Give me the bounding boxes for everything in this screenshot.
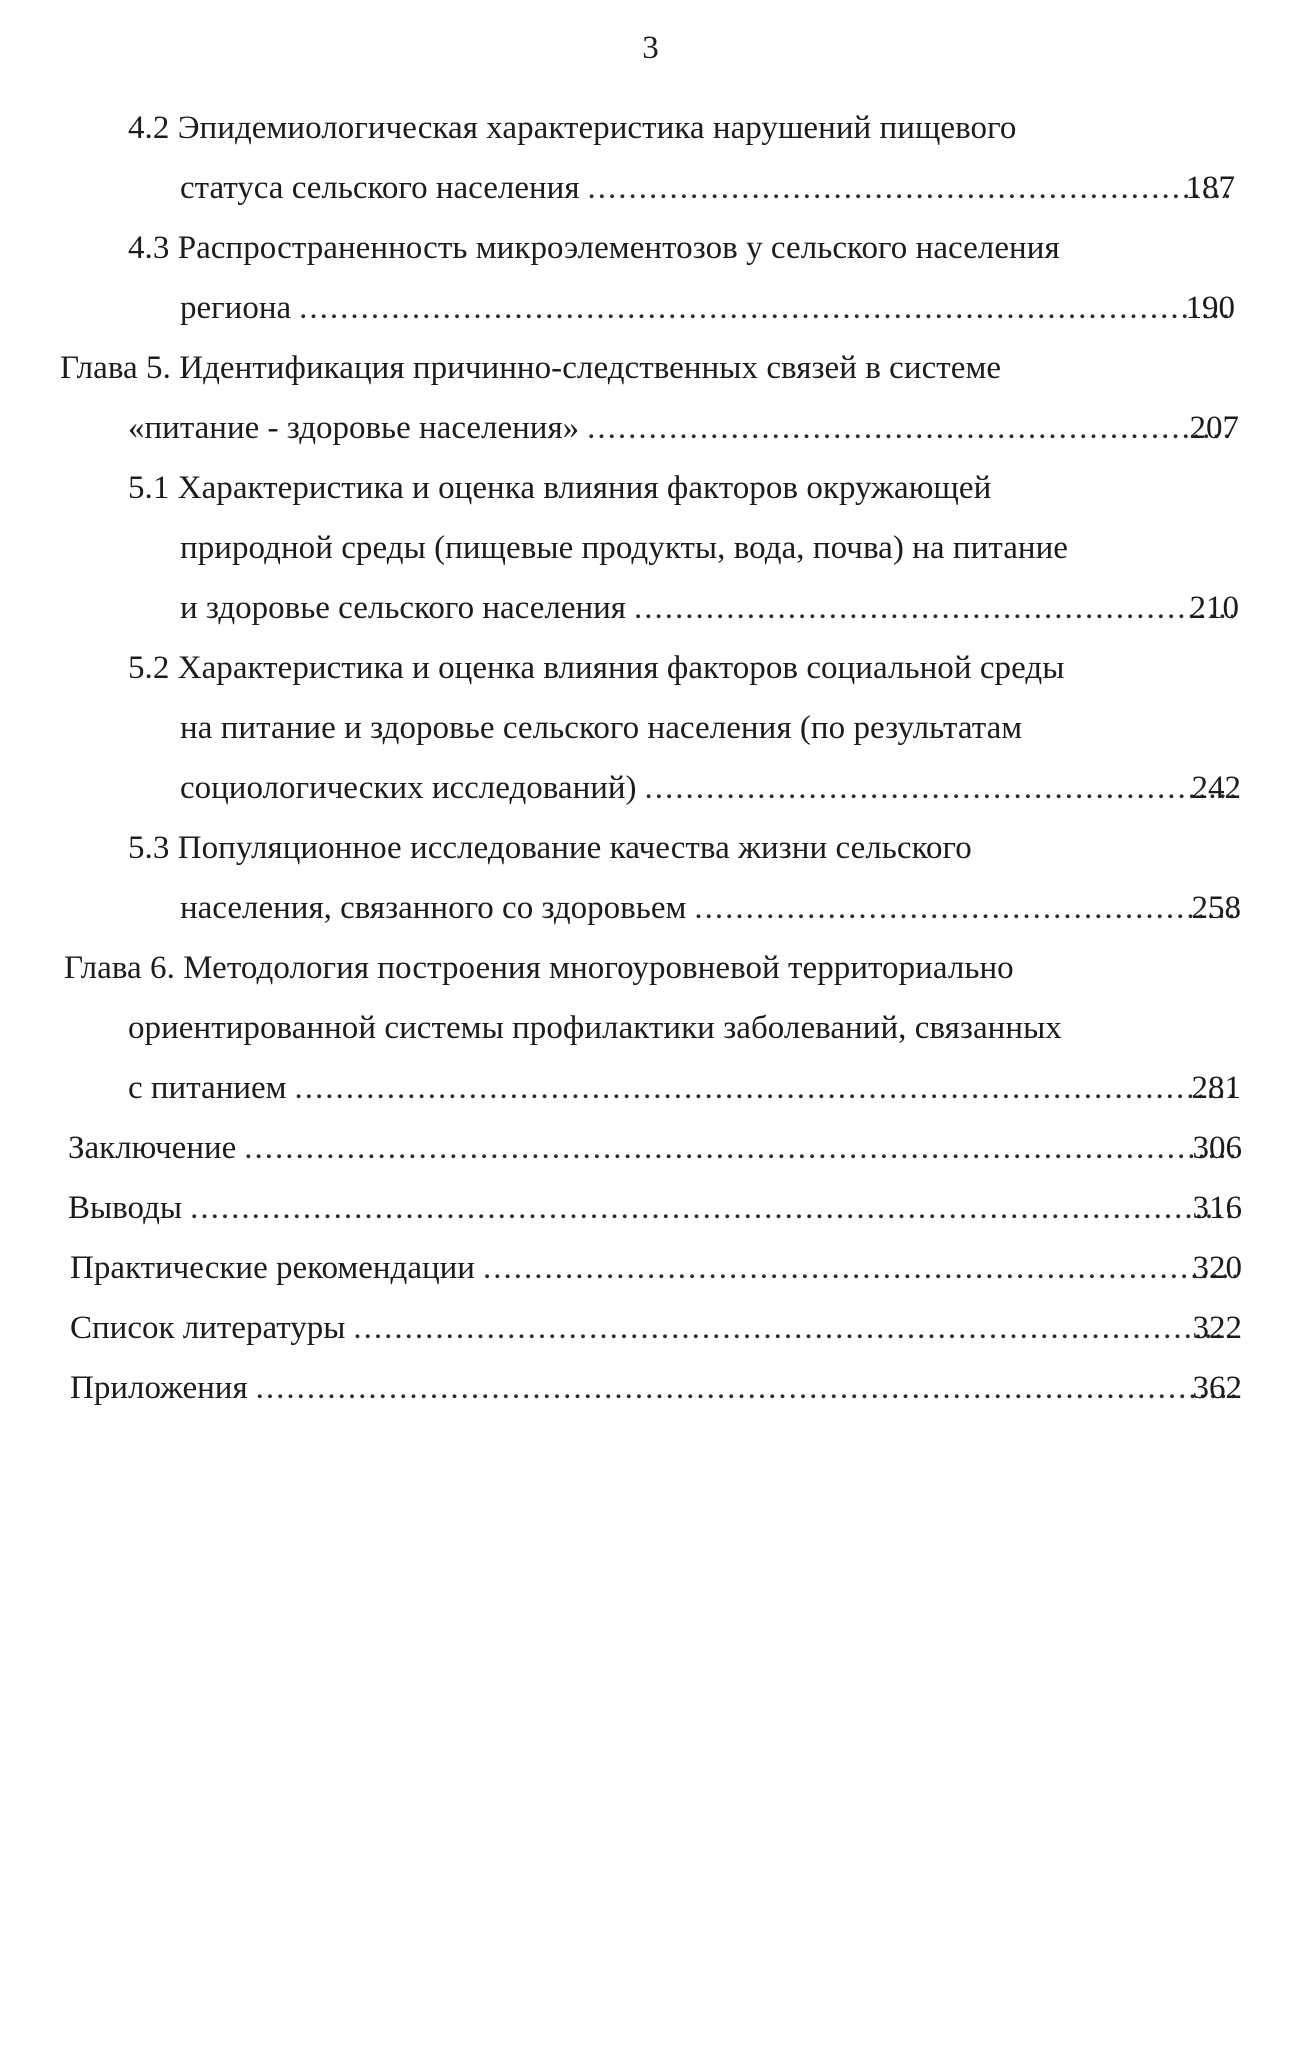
- toc-references-page: 322: [1192, 1310, 1242, 1346]
- toc-entry-chapter-6[interactable]: [128, 1068, 1241, 1108]
- toc-appendices-page: 362: [1192, 1370, 1242, 1406]
- toc-4-2-page: 187: [1185, 170, 1235, 206]
- toc-findings-page: 316: [1192, 1190, 1242, 1226]
- toc-chapter-6-line-3: с питанием: [128, 1070, 287, 1106]
- toc-4-3-page: 190: [1185, 290, 1235, 326]
- toc-entry-recommendations[interactable]: [70, 1248, 1242, 1288]
- toc-chapter-6-line-1: Глава 6. Методология построения многоуровневой территориально: [64, 950, 1014, 986]
- dot-leader: [645, 768, 1235, 808]
- dot-leader: [353, 1308, 1236, 1348]
- toc-4-2-line-1: 4.2 Эпидемиологическая характеристика нарушений пищевого: [128, 110, 1017, 146]
- toc-5-2-line-2: на питание и здоровье сельского населения (по результатам: [180, 710, 1023, 746]
- toc-5-1-line-1: 5.1 Характеристика и оценка влияния факторов окружающей: [128, 470, 992, 506]
- toc-entry-findings[interactable]: [68, 1188, 1242, 1228]
- toc-5-3-line-2: населения, связанного со здоровьем: [180, 890, 687, 926]
- toc-4-3-line-1: 4.3 Распространенность микроэлементозов у сельского населения: [128, 230, 1060, 266]
- toc-findings-title: Выводы: [68, 1190, 183, 1226]
- toc-4-2-line-2: статуса сельского населения: [180, 170, 580, 206]
- toc-5-1-line-3: и здоровье сельского населения: [180, 590, 626, 626]
- dot-leader: [299, 288, 1229, 328]
- toc-5-2-page: 242: [1191, 770, 1241, 806]
- toc-5-1-page: 210: [1189, 590, 1239, 626]
- toc-chapter-5-page: 207: [1189, 410, 1239, 446]
- toc-entry-4-3[interactable]: [180, 288, 1235, 328]
- toc-5-2-line-3: социологических исследований): [180, 770, 637, 806]
- dot-leader: [634, 588, 1233, 628]
- dot-leader: [190, 1188, 1236, 1228]
- toc-chapter-5-line-1: Глава 5. Идентификация причинно-следственных связей в системе: [60, 350, 1002, 386]
- toc-entry-5-2[interactable]: [180, 768, 1241, 808]
- dot-leader: [694, 888, 1235, 928]
- toc-conclusion-title: Заключение: [68, 1130, 237, 1166]
- dot-leader: [588, 168, 1230, 208]
- toc-chapter-6-line-2: ориентированной системы профилактики заболеваний, связанных: [128, 1010, 1062, 1046]
- toc-5-2-line-1: 5.2 Характеристика и оценка влияния факторов социальной среды: [128, 650, 1065, 686]
- toc-entry-chapter-5[interactable]: [128, 408, 1239, 448]
- toc-5-1-line-2: природной среды (пищевые продукты, вода, почва) на питание: [180, 530, 1069, 566]
- toc-recommendations-title: Практические рекомендации: [70, 1250, 475, 1286]
- toc-4-3-line-2: региона: [180, 290, 292, 326]
- toc-entry-references[interactable]: [70, 1308, 1242, 1348]
- toc-conclusion-page: 306: [1192, 1130, 1242, 1166]
- toc-chapter-6-page: 281: [1191, 1070, 1241, 1106]
- toc-entry-5-1[interactable]: [180, 588, 1239, 628]
- toc-entry-conclusion[interactable]: [68, 1128, 1242, 1168]
- dot-leader: [244, 1128, 1236, 1168]
- toc-chapter-5-line-2: «питание - здоровье населения»: [128, 410, 580, 446]
- dot-leader: [256, 1368, 1236, 1408]
- toc-entry-5-3[interactable]: [180, 888, 1241, 928]
- toc-entry-4-2[interactable]: [180, 168, 1235, 208]
- dot-leader: [587, 408, 1233, 448]
- dot-leader: [483, 1248, 1236, 1288]
- page-number: 3: [642, 30, 659, 66]
- toc-5-3-line-1: 5.3 Популяционное исследование качества жизни сельского: [128, 830, 972, 866]
- toc-5-3-page: 258: [1191, 890, 1241, 926]
- toc-references-title: Список литературы: [70, 1310, 346, 1346]
- toc-entry-appendices[interactable]: [70, 1368, 1242, 1408]
- toc-appendices-title: Приложения: [70, 1370, 248, 1406]
- toc-recommendations-page: 320: [1192, 1250, 1242, 1286]
- dot-leader: [295, 1068, 1235, 1108]
